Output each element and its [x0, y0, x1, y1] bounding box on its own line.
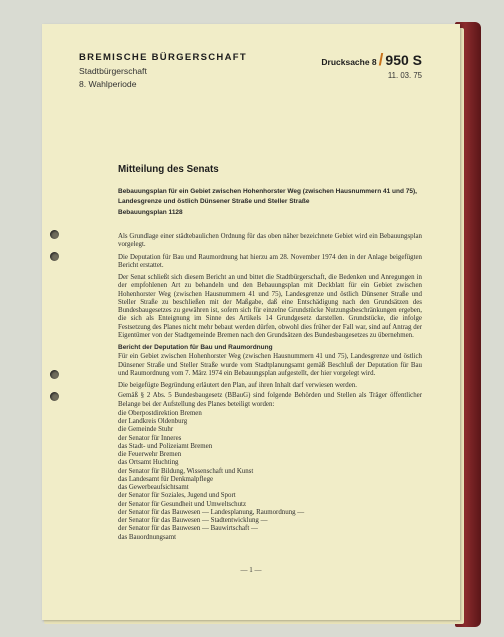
list-item: der Senator für Soziales, Jugend und Sport	[118, 492, 236, 500]
list-item: der Senator für das Bauwesen — Bauwirtschaft —	[118, 525, 258, 533]
punch-hole	[50, 392, 59, 401]
document-date: 11. 03. 75	[387, 71, 422, 80]
document-subject: Bebauungsplan für ein Gebiet zwischen Hohenhorster Weg (zwischen Hausnummern 41 und 75), Landesgrenze und östlich Dünsener Straße und Steller Straße	[118, 188, 417, 205]
document-body	[118, 233, 422, 542]
list-item: das Ortsamt Huchting	[118, 459, 179, 467]
document-separator: /	[378, 50, 384, 69]
legislative-period: 8. Wahlperiode	[79, 79, 137, 89]
list-item: der Senator für Gesundheit und Umweltschutz	[118, 500, 247, 508]
list-item: die Gemeinde Stuhr	[118, 426, 174, 434]
punch-hole	[50, 230, 59, 239]
paragraph: Die beigefügte Begründung erläutert den Plan, auf ihren Inhalt darf verwiesen werden.	[118, 382, 357, 389]
header-right	[321, 50, 422, 80]
punch-hole	[50, 252, 59, 261]
document-label: Drucksache 8	[321, 57, 377, 67]
list-item: der Senator für das Bauwesen — Stadtentwicklung —	[118, 517, 268, 524]
list-item: der Senator für Bildung, Wissenschaft und Kunst	[118, 467, 254, 475]
document-page	[42, 24, 460, 620]
section-heading: Bericht der Deputation für Bau und Raumordnung	[118, 344, 273, 351]
document-reference	[321, 50, 422, 70]
list-item: das Gewerbeaufsichtsamt	[118, 484, 189, 491]
paragraph: Gemäß § 2 Abs. 5 Bundesbaugesetz (BBauG) sind folgende Behörden und Stellen als Träger öffentlicher Belange bei der Aufstellung des Planes beteiligt worden:	[118, 392, 422, 408]
list-item: das Landesamt für Denkmalpflege	[118, 475, 214, 483]
plan-number: Bebauungsplan 1128	[118, 209, 183, 216]
list-item: die Feuerwehr Bremen	[118, 451, 182, 458]
list-item: die Oberpostdirektion Bremen	[118, 409, 202, 417]
list-item: das Bauordnungsamt	[118, 533, 176, 541]
paragraph: Für ein Gebiet zwischen Hohenhorster Weg (zwischen Hausnummern 41 und 75), Landesgrenze und östlich Dünsener Straße und Steller Straße wurde vom Stadtplanungsamt gemäß Beschluß der Deputation für Bau und Raumordnung vom 7. März 1974 ein Bebauungsplan aufgestellt, der hier vorgelegt wird.	[118, 353, 422, 377]
list-item: der Senator für Inneres	[118, 434, 182, 442]
page-number: — 1 —	[240, 566, 262, 574]
list-item: der Landkreis Oldenburg	[118, 418, 188, 425]
punch-hole	[50, 370, 59, 379]
document-number: 950 S	[385, 52, 422, 68]
paragraph: Der Senat schließt sich diesem Bericht an und bittet die Stadtbürgerschaft, die Bedenken und Anregungen in der empfohlenen Art zu behandeln und den Bebauungsplan mit Deckblatt für ein Gebiet zwischen Hohenhorster Weg (zwischen Hausnummern 41 und 75), Landesgrenze und östlich Dünsener Straße und Steller Straße zu beschließen mit der Maßgabe, daß eine Entschädigung nach den Grundsätzen des Bundesbaugesetzes zu gewähren ist, sofern sich für einzelne Grundstücke Nutzungsbeschränkungen ergeben, die sich als Enteignung im Sinne des Artikels 14 Grundgesetz darstellen. Grundstücke, die infolge Festsetzung des Planes nicht mehr bebaut werden dürfen, obwohl dies früher der Fall war, sind auf Antrag der Eigentümer von der Stadtgemeinde Bremen nach den Grundsätzen des Bundesbaugesetzes zu übernehmen.	[118, 274, 422, 339]
paragraph: Die Deputation für Bau und Raumordnung hat hierzu am 28. November 1974 den in der Anlage beigefügten Bericht erstattet.	[118, 253, 422, 269]
paragraph: Als Grundlage einer städtebaulichen Ordnung für das oben näher bezeichnete Gebiet wird ein Bebauungsplan vorgelegt.	[118, 233, 422, 249]
list-item: der Senator für das Bauwesen — Landesplanung, Raumordnung —	[118, 508, 305, 516]
organization-name: BREMISCHE BÜRGERSCHAFT	[79, 52, 247, 63]
list-item: das Stadt- und Polizeiamt Bremen	[118, 442, 213, 450]
authority-list	[118, 410, 422, 542]
parliament-body: Stadtbürgerschaft	[79, 66, 147, 76]
document-title: Mitteilung des Senats	[118, 164, 219, 175]
header-left	[79, 52, 247, 89]
